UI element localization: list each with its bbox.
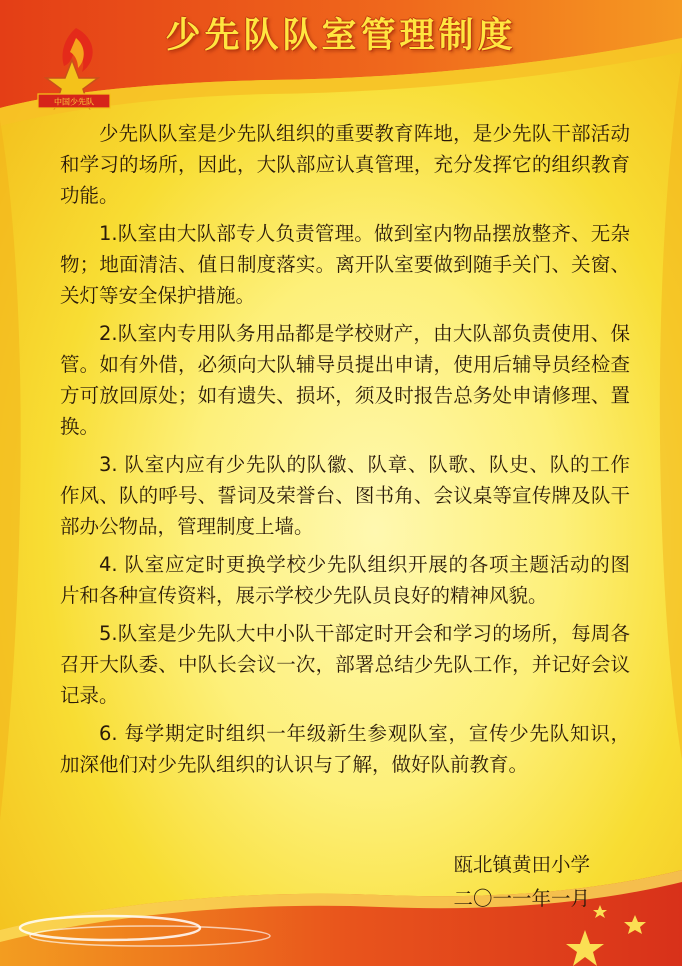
rules-body <box>60 118 630 787</box>
emblem-label: 中国少先队 <box>54 97 94 107</box>
intro-paragraph: 少先队队室是少先队组织的重要教育阵地，是少先队干部活动和学习的场所，因此，大队部应认真管理，充分发挥它的组织教育功能。 <box>60 122 630 207</box>
issue-date: 二〇一一年一月 <box>453 887 590 910</box>
school-name: 瓯北镇黄田小学 <box>453 853 590 876</box>
rule-4: 4. 队室应定时更换学校少先队组织开展的各项主题活动的图片和各种宣传资料，展示学校少先队员良好的精神风貌。 <box>60 553 630 607</box>
rule-5: 5.队室是少先队大中小队干部定时开会和学习的场所，每周各召开大队委、中队长会议一次，部署总结少先队工作，并记好会议记录。 <box>60 622 630 707</box>
rule-1: 1.队室由大队部专人负责管理。做到室内物品摆放整齐、无杂物；地面清洁、值日制度落实。离开队室要做到随手关门、关窗、关灯等安全保护措施。 <box>60 222 630 307</box>
signature-block <box>453 848 590 916</box>
rule-2: 2.队室内专用队务用品都是学校财产，由大队部负责使用、保管。如有外借，必须向大队辅导员提出申请，使用后辅导员经检查方可放回原处；如有遗失、损坏，须及时报告总务处申请修理、置换。 <box>60 322 630 438</box>
page-title: 少先队队室管理制度 <box>165 16 517 56</box>
rule-3: 3. 队室内应有少先队的队徽、队章、队歌、队史、队的工作作风、队的呼号、誓词及荣誉台、图书角、会议桌等宣传牌及队干部办公物品，管理制度上墙。 <box>60 453 630 538</box>
rule-6: 6. 每学期定时组织一年级新生参观队室，宣传少先队知识，加深他们对少先队组织的认识与了解，做好队前教育。 <box>60 722 630 776</box>
